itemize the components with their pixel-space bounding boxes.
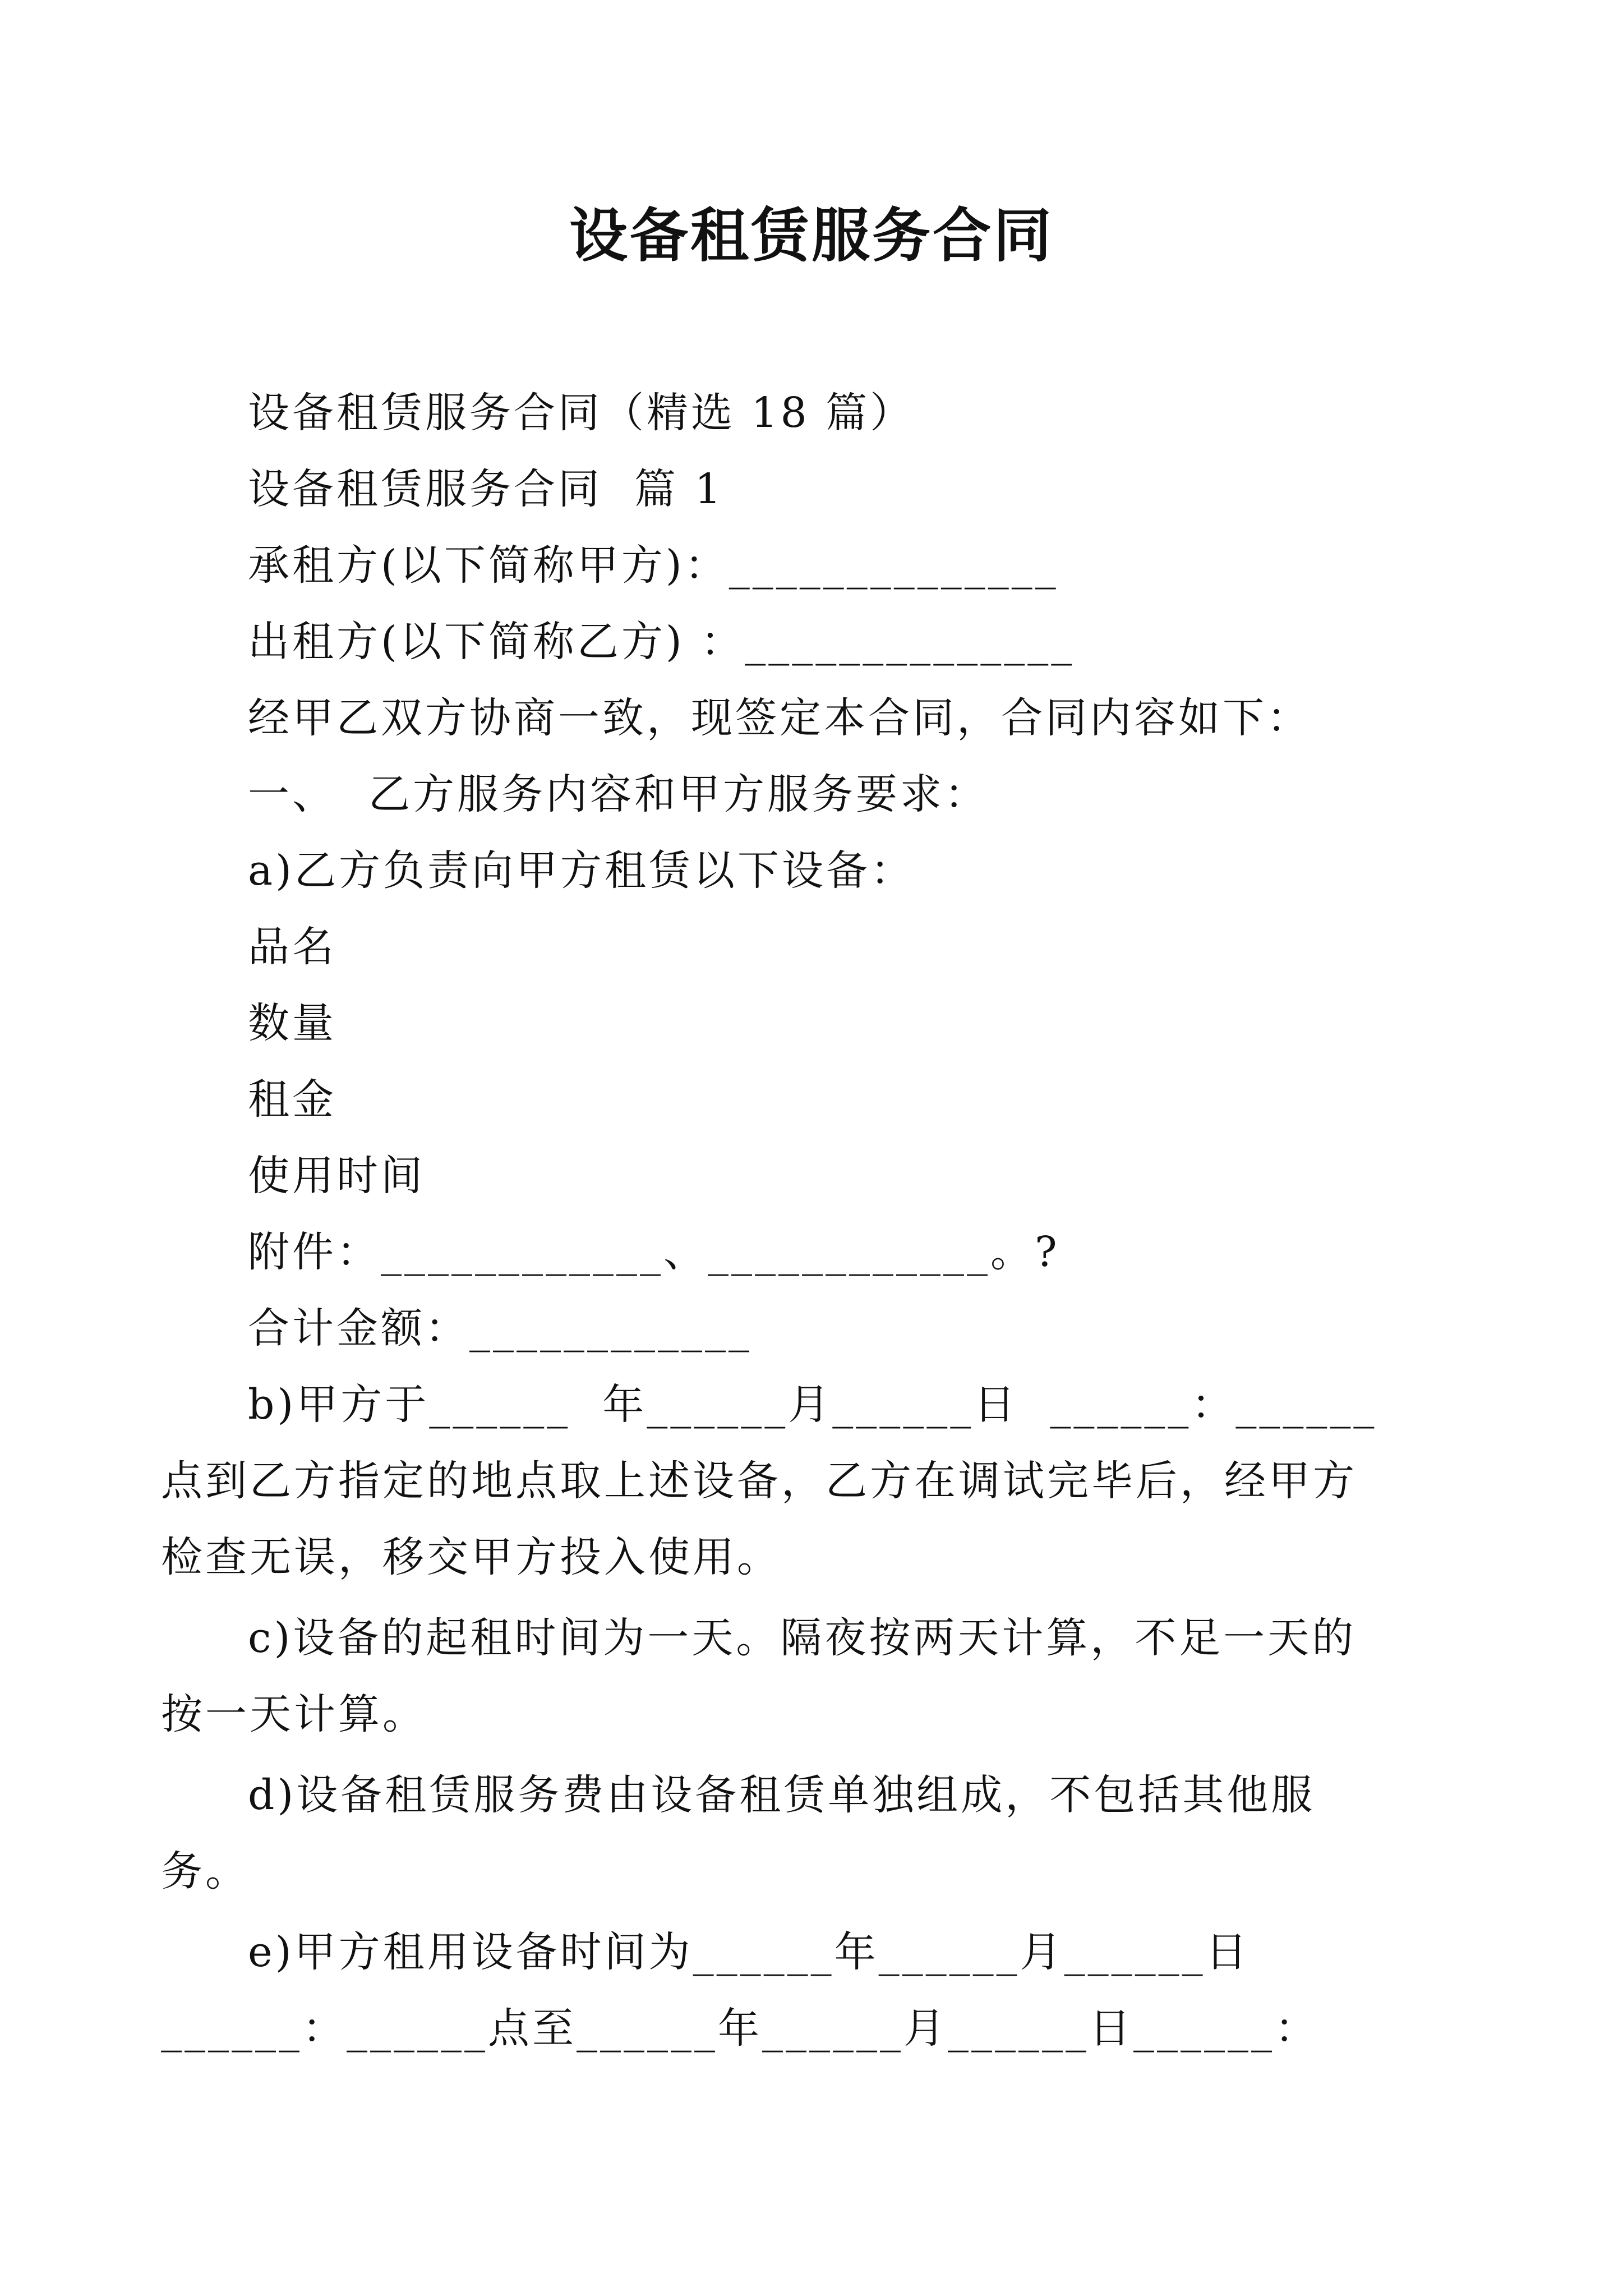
paragraph-clause-b: b)甲方于______ 年______月______日 ______：______点到乙方指定的地点取上述设备，乙方在调试完毕后，经甲方检查无误，移交甲方投入使用。	[161, 1381, 1377, 1581]
paragraph-attachments: 附件：____________、____________。?	[248, 1228, 1060, 1276]
paragraph-clause-c: c)设备的起租时间为一天。隔夜按两天计算，不足一天的按一天计算。	[161, 1614, 1357, 1738]
paragraph-clause-d: d)设备租赁服务费由设备租赁单独组成，不包括其他服务。	[161, 1771, 1316, 1895]
paragraph-item-rent: 租金	[248, 1075, 336, 1124]
paragraph-lessor: 出租方(以下简称乙方) ：______________	[248, 618, 1075, 666]
paragraph-item-quantity: 数量	[248, 999, 336, 1047]
document-body	[248, 375, 1392, 1366]
document-title: 设备租赁服务合同	[569, 201, 1054, 270]
paragraph-clause-a: a)乙方负责向甲方租赁以下设备：	[248, 846, 915, 895]
paragraph-agreement-intro: 经甲乙双方协商一致，现签定本合同，合同内容如下：	[248, 694, 1311, 742]
document-body-wrapped	[161, 1366, 1392, 2067]
paragraph-total-amount: 合计金额：____________	[248, 1304, 752, 1352]
paragraph-item-usage-time: 使用时间	[248, 1152, 425, 1200]
paragraph-clause-1: 一、 乙方服务内容和甲方服务要求：	[248, 770, 989, 818]
paragraph-clause-e: e)甲方租用设备时间为______年______月______日______：______点至______年______月______日______：	[161, 1928, 1319, 2053]
paragraph-section-heading: 设备租赁服务合同 篇 1	[248, 465, 724, 513]
paragraph-item-name: 品名	[248, 923, 336, 971]
paragraph-lessee: 承租方(以下简称甲方)：______________	[248, 541, 1059, 590]
paragraph-subtitle: 设备租赁服务合同（精选 18 篇）	[248, 389, 915, 437]
